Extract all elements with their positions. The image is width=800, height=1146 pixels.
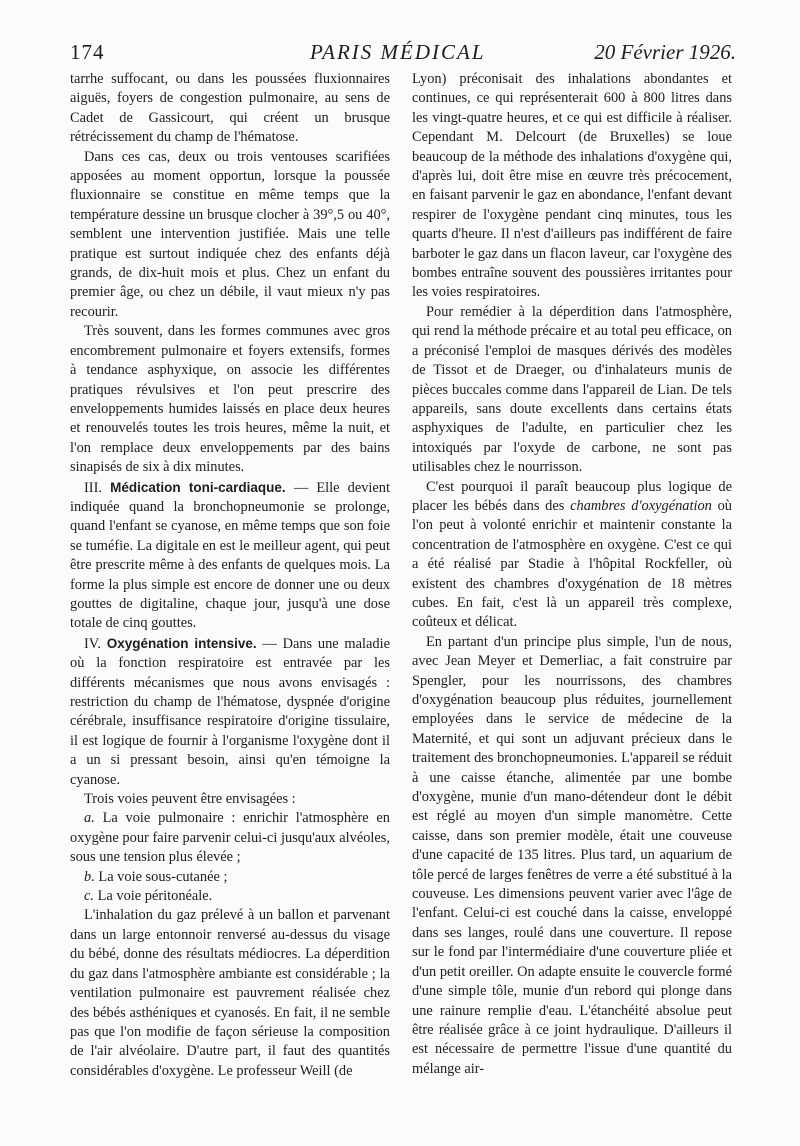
section-text: — Elle devient indiquée quand la bronchopneumonie se prolonge, quand l'enfant se cyanose, en même temps que son foie se tuméfie. La digitale en est le meilleur agent, qui peut être prescrite même à des enfants de quelques mois. La forme la plus simple est encore de donner une ou deux gouttes de digitaline, chaque jour, jusqu'à une dose totale de cinq gouttes. (70, 479, 390, 632)
list-text: La voie sous-cutanée ; (98, 868, 228, 885)
paragraph: tarrhe suffocant, ou dans les poussées fluxionnaires aiguës, foyers de congestion pulmonaire, au sens de Cadet de Gassicourt, qui créent un brusque rétrécissement du champ de l'hématose. (70, 71, 390, 146)
section-oxygenation (70, 634, 390, 790)
section-number: III. (84, 479, 102, 496)
section-text: — Dans une maladie où la fonction respiratoire est entravée par les différents mécanismes que nous avons envisagés : restriction du champ de l'hématose, dyspnée d'origine cérébrale, insuffisance respiratoire d'origine tissulaire, il est logique de fournir à l'organisme l'oxygène dont il a un si pressant besoin, ainsi qu'en témoigne la cyanose. (70, 635, 390, 788)
list-item (70, 887, 390, 906)
paragraph: Trois voies peuvent être envisagées : (84, 791, 296, 808)
paragraph: Pour remédier à la déperdition dans l'atmosphère, qui rend la méthode précaire et au total peu efficace, on a préconisé l'emploi de masques dérivés des modèles de Tissot et de Draeger, ou d'inhalateurs munis de pièces buccales comme dans l'appareil de Lian. De tels appareils, sans doute excellents dans certains états asphyxiques de l'adulte, en particulier chez les intoxiqués par l'oxyde de carbone, ne sont pas utilisables chez le nourrisson. (412, 303, 732, 476)
emphasis: chambres d'oxygénation (570, 497, 712, 514)
issue-date: 20 Février 1926. (594, 40, 736, 64)
list-marker: a. (84, 810, 95, 827)
paragraph: En partant d'un principe plus simple, l'un de nous, avec Jean Meyer et Demerliac, a fait construire par Spengler, pour les nourrissons, des chambres d'oxygénation beaucoup plus réduites, journellement employées dans le service de médecine de la Maternité, et qui sont un adjuvant précieux dans le traitement des bronchopneumonies. L'appareil se réduit à une caisse étanche, alimentée par une bombe d'oxygène, munie d'un mano-détendeur dont le débit est réglé au moyen d'un simple manomètre. Cette caisse, dans son premier modèle, était une couveuse d'une capacité de 135 litres. Plus tard, un aquarium de tôle percé de larges fenêtres de verre a été substitué à la couveuse. Les dimensions peuvent varier avec l'âge de l'enfant. Celui-ci est couché dans la caisse, enveloppé dans ses langes, roulé dans une couverture. Il repose sur le fond par l'intermédiaire d'une couverture pliée et d'un petit oreiller. On adapte ensuite le couvercle formé d'une simple tôle, munie d'un rebord qui plonge dans une rainure remplie d'eau. L'étanchéité absolue peut être réalisée grâce à ce joint hydraulique. D'ailleurs il est nécessaire de permettre l'issue d'une quantité du mélange air- (412, 633, 732, 1077)
list-marker: c. (84, 888, 94, 905)
list-item (70, 809, 390, 867)
paragraph: Dans ces cas, deux ou trois ventouses scarifiées apposées au moment opportun, lorsque la poussée fluxionnaire se constitue en même temps que la température dessine un brusque clocher à 39°,5 ou 40°, semblent une intervention justifiée. Mais une telle pratique est surtout indiquée chez des enfants déjà grands, de dix-huit mois et plus. Chez un enfant du premier âge, ou chez un débile, il vaut mieux n'y pas recourir. (70, 148, 390, 320)
right-column (412, 70, 732, 1079)
paragraph: Très souvent, dans les formes communes avec gros encombrement pulmonaire et foyers extensifs, formes à tendance asphyxique, on associe les différentes pratiques révulsives et l'on peut prescrire des enveloppements humides laissés en place deux heures et renouvelés toutes les trois heures, même la nuit, et l'on remplace deux enveloppements par des bains sinapisés de six à dix minutes. (70, 323, 390, 476)
text-run: C'est pourquoi il paraît beaucoup plus logique de placer les bébés dans des (412, 478, 732, 514)
section-cardiac (70, 478, 390, 634)
paragraph (412, 478, 732, 633)
paragraph: L'inhalation du gaz prélevé à un ballon et parvenant dans un large entonnoir renversé au-dessus du visage du bébé, donne des résultats médiocres. La déperdition du gaz dans l'atmosphère ambiante est considérable ; la ventilation pulmonaire est pauvrement réalisée chez des bébés asthéniques et cyanosés. En fait, il ne semble pas que l'on modifie de façon sérieuse la composition de l'air alvéolaire. D'autre part, il faut des quantités considérables d'oxygène. Le professeur Weill (de (70, 907, 390, 1079)
journal-title: PARIS MÉDICAL (310, 40, 486, 64)
page-number: 174 (70, 40, 105, 64)
left-column (70, 70, 390, 1081)
list-item (70, 868, 390, 887)
section-number: IV. (84, 635, 101, 652)
section-title: Oxygénation intensive. (106, 635, 257, 651)
section-title: Médication toni-cardiaque. (110, 479, 286, 495)
text-run: où l'on peut à volonté enrichir et maintenir constante la concentration de l'atmosphère en oxygène. C'est ce qui a été réalisé par Stadie à l'hôpital Rockfeller, où existent des chambres d'oxygénation de 18 mètres cubes. En fait, c'est là un appareil très complexe, coûteux et délicat. (412, 497, 732, 631)
paragraph: Lyon) préconisait des inhalations abondantes et continues, ce qui représenterait 600 à 800 litres dans les vingt-quatre heures, et ce qui est difficile à réaliser. Cependant M. Delcourt (de Bruxelles) se loue beaucoup de la méthode des inhalations d'oxygène qui, d'après lui, doit être mise en œuvre très précocement, en faisant parvenir le gaz en abondance, l'enfant devant respirer de l'oxygène pendant cinq minutes, tous les quarts d'heure. Il n'est d'ailleurs pas indifférent de faire barboter le gaz dans un flacon laveur, car l'oxygène des bombes entraîne souvent des poussières irritantes pour les voies respiratoires. (412, 71, 732, 301)
list-marker: b. (84, 868, 95, 885)
list-text: La voie pulmonaire : enrichir l'atmosphère en oxygène pour faire parvenir celui-ci jusqu'aux alvéoles, sous une tension plus élevée ; (70, 810, 390, 866)
list-text: La voie péritonéale. (97, 888, 213, 905)
running-header (70, 40, 736, 72)
